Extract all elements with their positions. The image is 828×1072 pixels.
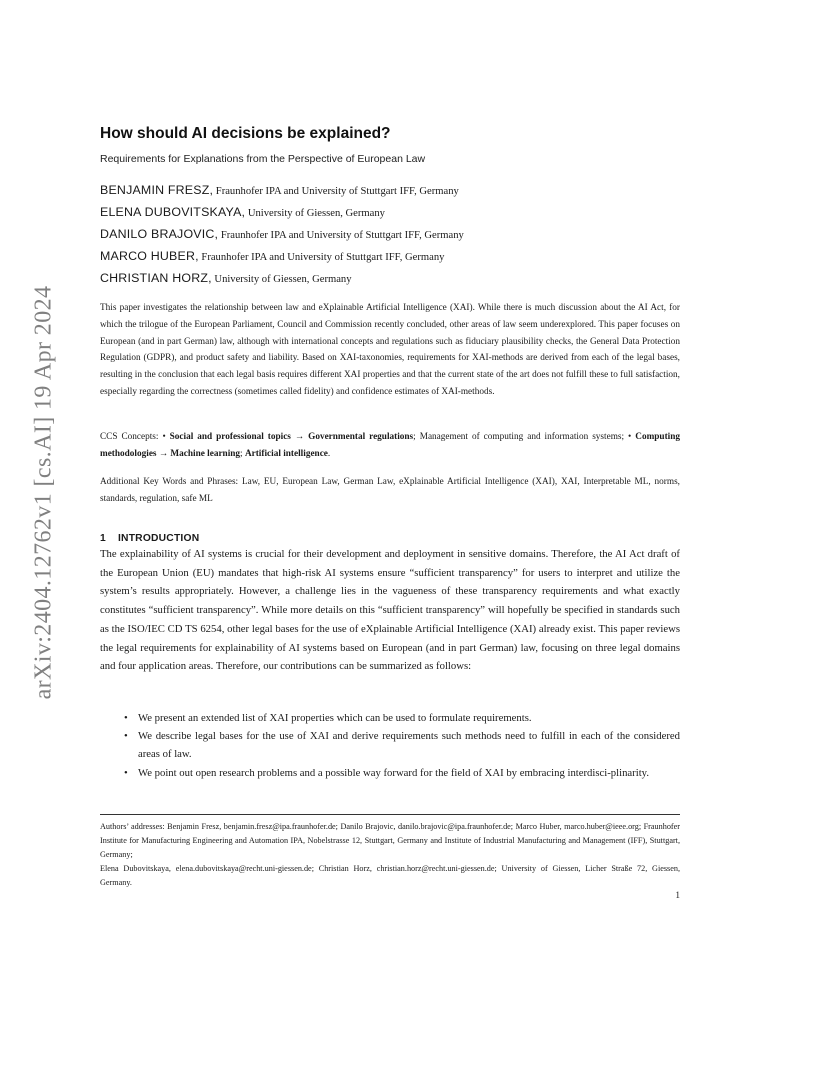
author-affiliation: University of Giessen, Germany <box>245 208 385 219</box>
abstract: This paper investigates the relationship between law and eXplainable Artificial Intelligence (XAI). While there is much discussion about the AI Act, for which the trilogue of the European Parliament, Council and Commission recently concluded, other areas of law seem underexplored. This paper focuses on European (and in part German) law, although with international concepts and regulations such as fiduciary plausibility checks, the General Data Protection Regulation (GDPR), and product safety and liability. Based on XAI-taxonomies, requirements for XAI-methods are derived from each of the legal bases, resulting in the conclusion that each legal basis requires different XAI properties and that the current state of the art does not fulfill these to full satisfaction, especially regarding the correctness (sometimes called fidelity) and confidence estimates of XAI-methods. <box>100 303 680 397</box>
ccs-concepts <box>100 429 680 463</box>
section-number: 1 <box>100 533 106 544</box>
ccs-topic: Computing methodologies <box>100 432 680 459</box>
list-item-text: We present an extended list of XAI properties which can be used to formulate requirements. <box>138 712 532 724</box>
ccs-topic: Social and professional topics <box>169 432 291 442</box>
paper-title: How should AI decisions be explained? <box>100 125 391 142</box>
ccs-arrow: → <box>290 432 309 442</box>
list-item-text: We describe legal bases for the use of XAI and derive requirements such methods need to fulfill in each of the considered areas of law. <box>138 730 680 761</box>
ccs-subtopic: Governmental regulations <box>308 432 414 442</box>
ccs-bullet: • <box>628 432 636 442</box>
author-affiliation: Fraunhofer IPA and University of Stuttgart IFF, Germany <box>218 230 464 241</box>
author-name: MARCO HUBER, <box>100 249 199 263</box>
ccs-text: ; Management of computing and information systems; <box>413 432 629 442</box>
contribution-list <box>100 709 680 782</box>
keywords <box>100 474 680 508</box>
ccs-subtopic: Machine learning <box>170 449 241 459</box>
author-affiliation: University of Giessen, Germany <box>211 274 352 285</box>
ccs-subtopic: Artificial intelligence <box>244 449 328 459</box>
author-affiliation: Fraunhofer IPA and University of Stuttgart IFF, Germany <box>198 252 445 263</box>
list-item <box>100 709 680 727</box>
introduction-paragraph: The explainability of AI systems is crucial for their development and deployment in sensitive domains. Therefore, the AI Act draft of the European Union (EU) mandates that high-risk AI systems ensure “sufficient transparency” for users to interpret and utilize the system’s results appropriately. However, a challenge lies in the vagueness of these transparency requirements and what exactly constitutes “sufficient transparency”. While more details on this “sufficient transparency” will hopefully be specified in standards such as the ISO/IEC CD TS 6254, other legal bases for the use of eXplainable Artificial Intelligence (XAI) already exist. This paper reviews the legal requirements for explainability of AI systems based on European (and in part German) law, focusing on three legal domains and four application areas. Therefore, our contributions can be summarized as follows: <box>100 548 680 673</box>
author-entry <box>100 271 680 293</box>
section-title: INTRODUCTION <box>118 533 200 544</box>
list-item <box>100 727 680 763</box>
author-list <box>100 183 680 293</box>
author-name: ELENA DUBOVITSKAYA, <box>100 205 246 219</box>
arxiv-identifier: arXiv:2404.12762v1 [cs.AI] 19 Apr 2024 <box>30 285 57 699</box>
author-name: BENJAMIN FRESZ, <box>100 183 214 197</box>
footnote-authors-addresses: Authors’ addresses: Benjamin Fresz, benjamin.fresz@ipa.fraunhofer.de; Danilo Brajovic, danilo.brajovic@ipa.fraunhofer.de; Marco Huber, marco.huber@ieee.org; Fraunhofer Institute for Manufacturing Engineering and Automation IPA, Nobelstrasse 12, Stuttgart, Germany and Institute of Industrial Manufacturing and Management (IFF), Stuttgart, Germany; <box>100 822 680 859</box>
page-number: 1 <box>675 891 680 901</box>
arxiv-sidebar-stamp <box>30 252 58 732</box>
author-entry <box>100 205 680 227</box>
author-affiliation: Fraunhofer IPA and University of Stuttgart IFF, Germany <box>213 186 459 197</box>
ccs-label: CCS Concepts: <box>100 432 163 442</box>
ccs-end: . <box>327 449 331 459</box>
bullet-glyph: • <box>124 766 128 779</box>
author-name: CHRISTIAN HORZ, <box>100 271 212 285</box>
ccs-bullet: • <box>162 432 170 442</box>
section-heading <box>100 533 199 544</box>
footnotes <box>100 820 680 890</box>
author-entry <box>100 249 680 271</box>
footnote-divider <box>100 814 680 815</box>
list-item-text: We point out open research problems and a possible way forward for the field of XAI by embracing interdisci-plinarity. <box>138 766 649 779</box>
keywords-text: Law, EU, European Law, German Law, eXplainable Artificial Intelligence (XAI), XAI, Interpretable ML, norms, standards, regulation, safe ML <box>100 477 680 504</box>
author-name: DANILO BRAJOVIC, <box>100 227 219 241</box>
bullet-glyph: • <box>124 730 128 743</box>
keywords-label: Additional Key Words and Phrases: <box>100 477 242 487</box>
footnote-authors-addresses-cont: Elena Dubovitskaya, elena.dubovitskaya@recht.uni-giessen.de; Christian Horz, christian.horz@recht.uni-giessen.de; University of Giessen, Licher Straße 72, Giessen, Germany. <box>100 864 680 887</box>
author-entry <box>100 183 680 205</box>
bullet-glyph: • <box>124 712 128 724</box>
paper-subtitle: Requirements for Explanations from the Perspective of European Law <box>100 153 426 165</box>
ccs-arrow: → <box>156 449 171 459</box>
ccs-separator: ; <box>240 449 245 459</box>
author-entry <box>100 227 680 249</box>
list-item <box>100 764 680 782</box>
